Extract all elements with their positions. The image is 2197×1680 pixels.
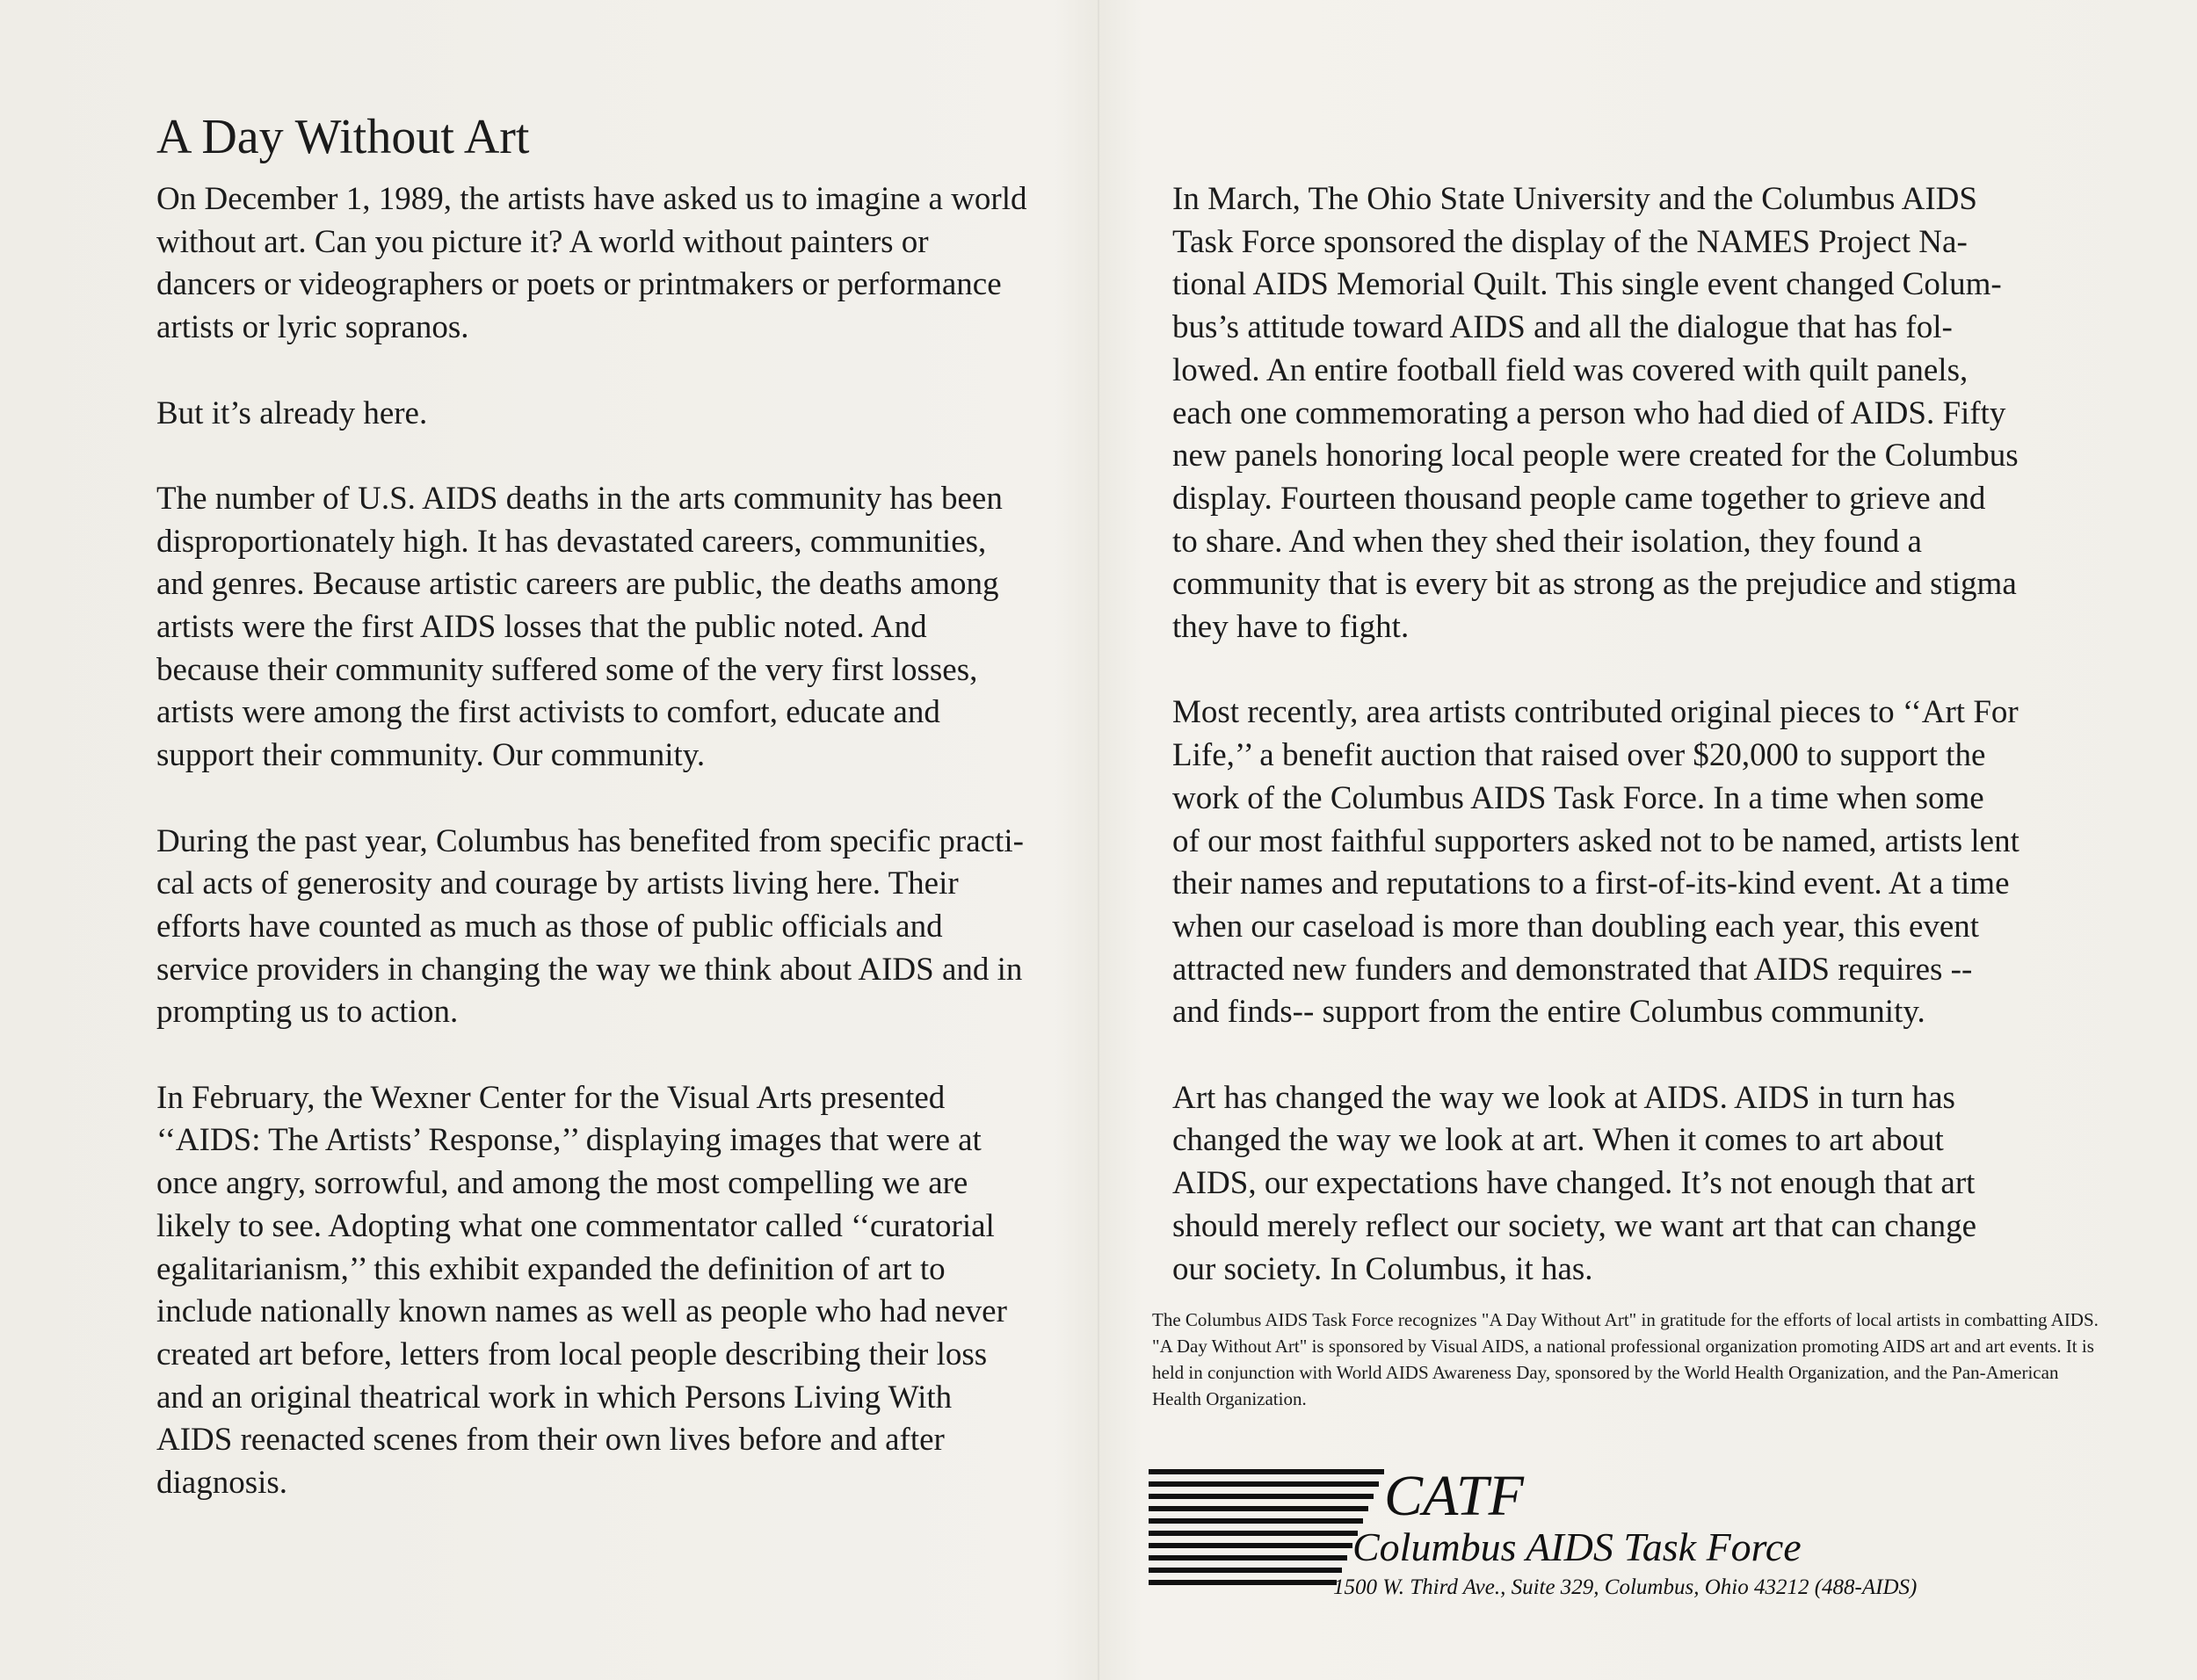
text-line: Task Force sponsored the display of the NAMES Project Na- xyxy=(1172,223,1968,260)
text-line: artists were among the first activists to comfort, educate and xyxy=(156,694,940,731)
text-line: and genres. Because artistic careers are public, the deaths among xyxy=(156,566,999,603)
text-line: efforts have counted as much as those of public officials and xyxy=(156,908,943,945)
paragraph xyxy=(1172,692,2104,1034)
paragraph xyxy=(156,478,1106,778)
paragraph xyxy=(156,178,1106,350)
text-line: During the past year, Columbus has benefited from specific practi- xyxy=(156,822,1024,859)
logo-organization-name: Columbus AIDS Task Force xyxy=(1352,1524,1802,1569)
paragraph xyxy=(1172,178,2104,649)
text-line: diagnosis. xyxy=(156,1465,288,1502)
text-line: bus’s attitude toward AIDS and all the dialogue that has fol- xyxy=(1172,309,1953,346)
text-line: But it’s already here. xyxy=(156,395,428,431)
text-line: ‘‘AIDS: The Artists’ Response,’’ displaying images that were at xyxy=(156,1122,982,1159)
text-line: should merely reflect our society, we want art that can change xyxy=(1172,1207,1977,1244)
text-line: dancers or videographers or poets or printmakers or performance xyxy=(156,266,1002,303)
logo-address: 1500 W. Third Ave., Suite 329, Columbus, Ohio 43212 (488-AIDS) xyxy=(1333,1575,1918,1599)
text-line: lowed. An entire football field was covered with quilt panels, xyxy=(1172,351,1969,388)
text-line: Life,’’ a benefit auction that raised over $20,000 to support the xyxy=(1172,737,1986,774)
document-title: A Day Without Art xyxy=(156,110,530,164)
text-line: each one commemorating a person who had died of AIDS. Fifty xyxy=(1172,395,2006,431)
paragraph xyxy=(156,393,1106,436)
text-line: our society. In Columbus, it has. xyxy=(1172,1250,1593,1287)
catf-logo xyxy=(1149,1466,2115,1597)
text-line: In March, The Ohio State University and the Columbus AIDS xyxy=(1172,181,1977,217)
text-line: support their community. Our community. xyxy=(156,737,706,774)
text-line: prompting us to action. xyxy=(156,994,459,1031)
text-line: and finds-- support from the entire Columbus community. xyxy=(1172,994,1925,1031)
text-line: once angry, sorrowful, and among the most compelling we are xyxy=(156,1165,968,1202)
text-line: of our most faithful supporters asked not to be named, artists lent xyxy=(1172,822,2019,859)
text-line: artists were the first AIDS losses that the public noted. And xyxy=(156,609,927,645)
credits-note xyxy=(1152,1307,2101,1412)
text-line: AIDS, our expectations have changed. It’s not enough that art xyxy=(1172,1165,1976,1202)
text-line: cal acts of generosity and courage by artists living here. Their xyxy=(156,865,959,902)
text-line: disproportionately high. It has devastated careers, communities, xyxy=(156,523,987,560)
text-line: Most recently, area artists contributed original pieces to ‘‘Art For xyxy=(1172,694,2019,731)
text-line: created art before, letters from local people describing their loss xyxy=(156,1336,988,1372)
text-line: their names and reputations to a first-of-its-kind event. At a time xyxy=(1172,865,2010,902)
paragraph xyxy=(1172,1077,2104,1292)
recognition-note: The Columbus AIDS Task Force recognizes "A Day Without Art" in gratitude for the efforts of local artists in combatting AIDS. xyxy=(1152,1309,2099,1330)
text-line: likely to see. Adopting what one commentator called ‘‘curatorial xyxy=(156,1207,995,1244)
text-line: In February, the Wexner Center for the Visual Arts presented xyxy=(156,1079,946,1116)
text-line: when our caseload is more than doubling each year, this event xyxy=(1172,908,1980,945)
text-line: artists or lyric sopranos. xyxy=(156,309,469,346)
logo-acronym: CATF xyxy=(1384,1464,1524,1528)
paragraph xyxy=(156,821,1106,1035)
sponsor-note: "A Day Without Art" is sponsored by Visual AIDS, a national professional organization promoting AIDS art and art events. It is held in conjunction with World AIDS Awareness Day, sponsored by the World Health Organization, and the Pan-American Health Organization. xyxy=(1152,1336,2094,1409)
text-line: without art. Can you picture it? A world without painters or xyxy=(156,223,929,260)
text-line: to share. And when they shed their isolation, they found a xyxy=(1172,523,1922,560)
text-line: because their community suffered some of the very first losses, xyxy=(156,651,978,688)
text-line: On December 1, 1989, the artists have asked us to imagine a world xyxy=(156,181,1027,217)
text-line: work of the Columbus AIDS Task Force. In a time when some xyxy=(1172,779,1984,816)
text-line: attracted new funders and demonstrated that AIDS requires -- xyxy=(1172,951,1973,988)
text-line: new panels honoring local people were created for the Columbus xyxy=(1172,438,2019,474)
text-line: AIDS reenacted scenes from their own lives before and after xyxy=(156,1422,945,1459)
text-line: and an original theatrical work in which Persons Living With xyxy=(156,1379,953,1416)
text-line: display. Fourteen thousand people came together to grieve and xyxy=(1172,480,1986,517)
text-line: egalitarianism,’’ this exhibit expanded the definition of art to xyxy=(156,1250,946,1287)
text-line: changed the way we look at art. When it comes to art about xyxy=(1172,1122,1944,1159)
paragraph xyxy=(156,1077,1106,1505)
text-line: include nationally known names as well as people who had never xyxy=(156,1293,1007,1330)
text-line: service providers in changing the way we think about AIDS and in xyxy=(156,951,1023,988)
text-line: Art has changed the way we look at AIDS. AIDS in turn has xyxy=(1172,1079,1955,1116)
text-line: tional AIDS Memorial Quilt. This single event changed Colum- xyxy=(1172,266,2002,303)
text-line: community that is every bit as strong as the prejudice and stigma xyxy=(1172,566,2017,603)
left-column xyxy=(156,178,1106,1547)
right-column xyxy=(1172,178,2104,1334)
text-line: they have to fight. xyxy=(1172,609,1410,646)
text-line: The number of U.S. AIDS deaths in the arts community has been xyxy=(156,480,1003,517)
